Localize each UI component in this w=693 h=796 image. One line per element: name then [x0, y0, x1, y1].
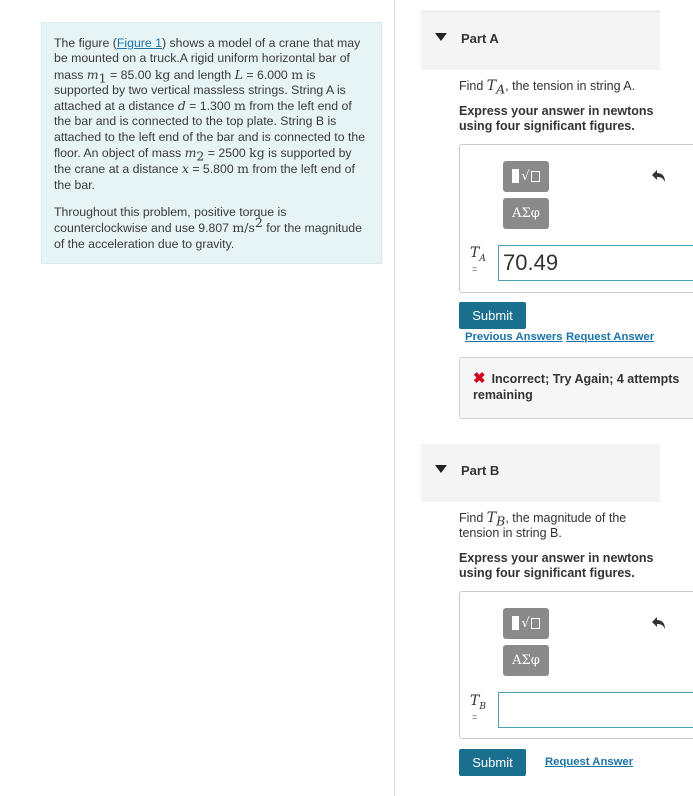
- templates-icon: √: [512, 615, 539, 631]
- part-b-variable-label: $T_B$: [470, 693, 486, 712]
- part-a-instruction: Express your answer in newtons using four significant figures.: [459, 104, 654, 133]
- problem-paragraph-1: The figure (Figure 1) shows a model of a crane that may be mounted on a truck.A rigid uniform horizontal bar of mass $m_1 = 85.00$ kg and length L = 6.000 m is supported by two vertical massless strings. String A is attached at a distance d = 1.300 m from the left end of the bar and is connected to the top plate. String B is attached to the left end of the bar and is connected to the floor. An object of mass $m_2 = 2500$ kg is supported by the crane at a distance x = 5.800 m from the left end of the bar.: [54, 36, 366, 192]
- templates-button[interactable]: [503, 608, 549, 639]
- part-b-answer-box: [459, 591, 693, 739]
- part-b-answer-input[interactable]: [498, 692, 693, 728]
- previous-answers-link[interactable]: Previous Answers: [465, 331, 563, 343]
- feedback-text: Incorrect; Try Again; 4 attempts remaining: [473, 372, 680, 402]
- caret-down-icon[interactable]: [435, 33, 447, 41]
- part-a-submit-button[interactable]: Submit: [459, 302, 526, 329]
- greek-symbols-button[interactable]: ΑΣφ: [503, 645, 549, 676]
- part-b-request-answer-link[interactable]: Request Answer: [545, 756, 634, 768]
- figure-link[interactable]: Figure 1: [116, 36, 163, 50]
- undo-icon[interactable]: [651, 615, 667, 631]
- part-a-title: Part A: [461, 31, 499, 46]
- part-b-equals: =: [472, 712, 478, 722]
- templates-icon: √: [512, 168, 539, 184]
- panel-divider: [394, 0, 395, 796]
- part-b-title: Part B: [461, 463, 500, 478]
- part-a-equals: =: [472, 264, 478, 274]
- templates-button[interactable]: [503, 161, 549, 192]
- problem-statement: [41, 22, 382, 264]
- undo-icon[interactable]: [651, 168, 667, 184]
- caret-down-icon[interactable]: [435, 465, 447, 473]
- part-b-submit-button[interactable]: Submit: [459, 749, 526, 776]
- part-a-question: Find $T_A$, the tension in string A.: [459, 78, 636, 97]
- part-a-header[interactable]: [421, 12, 660, 70]
- x-icon: ✖: [473, 370, 486, 387]
- greek-symbols-button[interactable]: ΑΣφ: [503, 198, 549, 229]
- part-a-feedback: [459, 357, 693, 419]
- part-b-header[interactable]: [421, 444, 660, 502]
- problem-paragraph-2: Throughout this problem, positive torque is counterclockwise and use 9.807 $m/s^2$ for the magnitude of the acceleration due to gravity.: [54, 204, 362, 251]
- part-b-instruction: Express your answer in newtons using four significant figures.: [459, 551, 654, 580]
- part-a-answer-input[interactable]: 70.49: [498, 245, 693, 281]
- part-b-question: Find $T_B$, the magnitude of the tension in string B.: [459, 510, 627, 540]
- part-a-variable-label: $T_A$: [470, 245, 486, 264]
- part-a-request-answer-link[interactable]: Request Answer: [566, 331, 655, 343]
- part-a-answer-box: [459, 144, 693, 293]
